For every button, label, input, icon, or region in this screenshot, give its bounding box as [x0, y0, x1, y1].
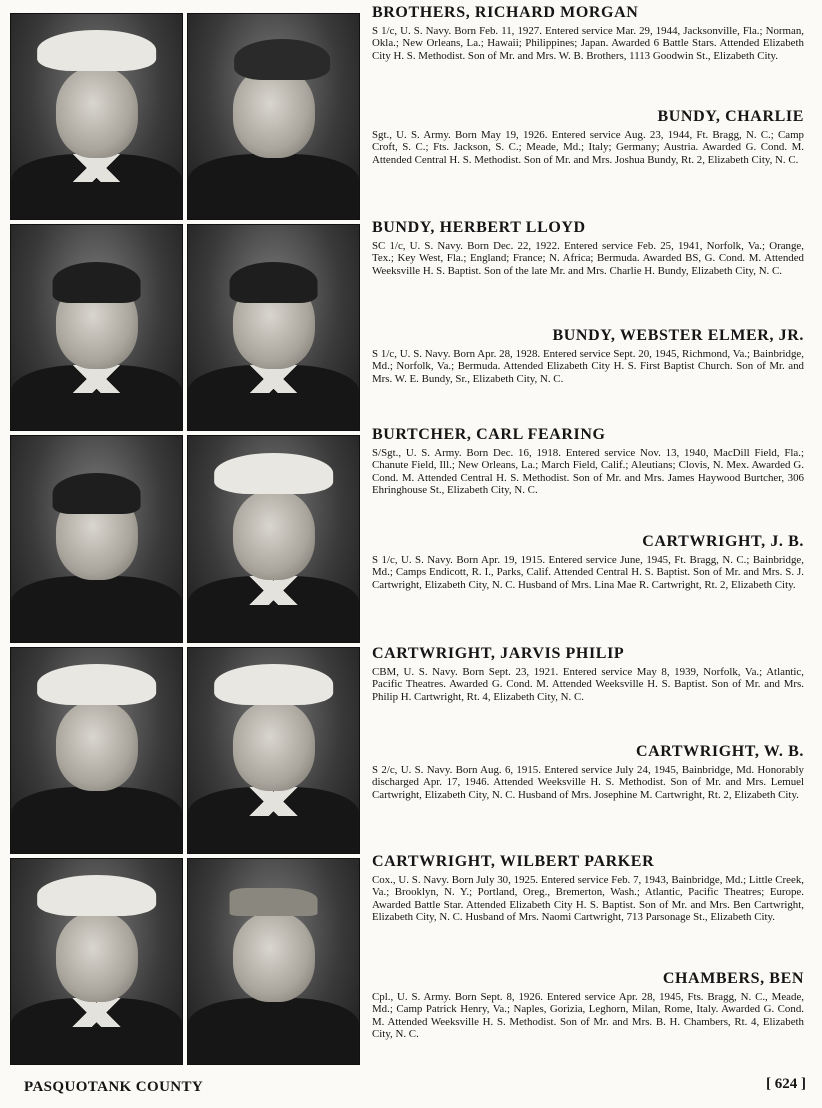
portrait-photo: [187, 224, 360, 431]
entry-bio: S 2/c, U. S. Navy. Born Aug. 6, 1915. Entered service July 24, 1945, Bainbridge, Md. Honorably discharged Apr. 17, 1946. Attended Weeksville H. S. Methodist. Son of Mr. and Mrs. Lemuel Cartwright, Elizabeth City, N. C. Husband of Mrs. Josephine M. Cartwright, Rt. 2, Elizabeth City.: [372, 764, 804, 801]
portrait-photo: [187, 647, 360, 854]
entry-bio: CBM, U. S. Navy. Born Sept. 23, 1921. Entered service May 8, 1939, Norfolk, Va.; Atlantic, Pacific Theatres. Awarded G. Cond. M. Attended Weeksville H. S. Baptist. Son of Mr. and Mrs. Philip H. Cartwright, Rt. 4, Elizabeth City, N. C.: [372, 666, 804, 703]
portrait-grid: [10, 13, 360, 1065]
entry-bio: S 1/c, U. S. Navy. Born Feb. 11, 1927. Entered service Mar. 29, 1944, Jacksonville, Fla.; Norman, Okla.; New Orleans, La.; Hawaii; Philippines; Japan. Awarded 6 Battle Stars. Attended Elizabeth City H. S. Methodist. Son of Mr. and Mrs. W. B. Brothers, 1113 Goodwin St., Elizabeth City.: [372, 25, 804, 62]
entry-bio: SC 1/c, U. S. Navy. Born Dec. 22, 1922. Entered service Feb. 25, 1941, Norfolk, Va.; Orange, Tex.; Key West, Fla.; England; France; N. Africa; Bermuda. Awarded BS, G. Cond. M. Attended Weeksville H. S. Baptist. Son of the late Mr. and Mrs. Charlie H. Bundy, Elizabeth City, N. C.: [372, 240, 804, 277]
entry-name: BUNDY, HERBERT LLOYD: [372, 219, 586, 236]
entry-bio: Cox., U. S. Navy. Born July 30, 1925. Entered service Feb. 7, 1943, Bainbridge, Md.; Little Creek, Va.; Brooklyn, N. Y.; Portland, Oreg., Bremerton, Wash.; Atlantic, Pacific Theatres; Europe. Awarded Battle Star. Attended Elizabeth City H. S. Baptist. Son of Mr. and Mrs. Ben Cartwright, Elizabeth City, N. C. Husband of Mrs. Naomi Cartwright, 713 Parsonage St., Elizabeth City.: [372, 874, 804, 924]
biography-entry: [372, 218, 804, 277]
entry-bio: Sgt., U. S. Army. Born May 19, 1926. Entered service Aug. 23, 1944, Ft. Bragg, N. C.; Camp Croft, S. C.; Fts. Jackson, S. C.; Meade, Md.; Italy; Germany; Austria. Awarded G. Cond. M. Attended Central H. S. Methodist. Son of Mr. and Mrs. Joshua Bundy, Rt. 2, Elizabeth City, N. C.: [372, 129, 804, 166]
portrait-photo: [10, 224, 183, 431]
entry-name: BURTCHER, CARL FEARING: [372, 426, 606, 443]
portrait-photo: [187, 858, 360, 1065]
portrait-photo: [10, 858, 183, 1065]
biography-entry: [372, 326, 804, 385]
entry-bio: S/Sgt., U. S. Army. Born Dec. 16, 1918. Entered service Nov. 13, 1940, MacDill Field, Fla.; Chanute Field, Ill.; New Orleans, La.; March Field, Calif.; Aleutians; Clovis, N. Mex. Awarded G. Cond. M. Attended Central H. S. Methodist. Son of Mr. and Mrs. James Haywood Burtcher, 306 Ehringhouse St., Elizabeth City, N. C.: [372, 447, 804, 497]
biography-entry: [372, 852, 804, 924]
entry-bio: S 1/c, U. S. Navy. Born Apr. 28, 1928. Entered service Sept. 20, 1945, Richmond, Va.; Bainbridge, Md.; Norfolk, Va.; Bermuda. Attended Elizabeth City H. S. First Baptist Church. Son of Mr. and Mrs. W. E. Bundy, Sr., Elizabeth City, N. C.: [372, 348, 804, 385]
entry-name: CHAMBERS, BEN: [662, 970, 804, 987]
portrait-photo: [187, 13, 360, 220]
biography-entry: [372, 969, 804, 1041]
biography-entry: [372, 644, 804, 703]
biography-entry: [372, 742, 804, 801]
county-footer: PASQUOTANK COUNTY: [24, 1079, 204, 1095]
entry-name: CARTWRIGHT, WILBERT PARKER: [372, 853, 655, 870]
portrait-photo: [10, 647, 183, 854]
biography-entry: [372, 532, 804, 591]
entry-name: BUNDY, CHARLIE: [657, 108, 804, 125]
biography-entry: [372, 3, 804, 62]
entry-name: BUNDY, WEBSTER ELMER, JR.: [552, 327, 804, 344]
biography-entry: [372, 425, 804, 497]
entry-name: CARTWRIGHT, J. B.: [642, 533, 804, 550]
entry-name: CARTWRIGHT, JARVIS PHILIP: [372, 645, 625, 662]
portrait-photo: [10, 13, 183, 220]
entry-bio: Cpl., U. S. Army. Born Sept. 8, 1926. Entered service Apr. 28, 1945, Fts. Bragg, N. C., Meade, Md.; Camp Patrick Henry, Va.; Naples, Gorizia, Leghorn, Milan, Rome, Italy. Awarded G. Cond. M. Attended Weeksville H. S. Methodist. Son of Mr. and Mrs. B. H. Chambers, Rt. 4, Elizabeth City, N. C.: [372, 991, 804, 1041]
biography-entry: [372, 107, 804, 166]
entry-name: BROTHERS, RICHARD MORGAN: [372, 4, 639, 21]
page-number: [ 624 ]: [766, 1076, 806, 1092]
portrait-photo: [187, 435, 360, 642]
portrait-photo: [10, 435, 183, 642]
entry-bio: S 1/c, U. S. Navy. Born Apr. 19, 1915. Entered service June, 1945, Ft. Bragg, N. C.; Bainbridge, Md.; Camps Endicott, R. I., Parks, Calif. Attended Central H. S. Baptist. Son of Mr. and Mrs. S. J. Cartwright, Elizabeth City, N. C. Husband of Mrs. Lina Mae R. Cartwright, Rt. 2, Elizabeth City.: [372, 554, 804, 591]
entry-name: CARTWRIGHT, W. B.: [635, 743, 804, 760]
